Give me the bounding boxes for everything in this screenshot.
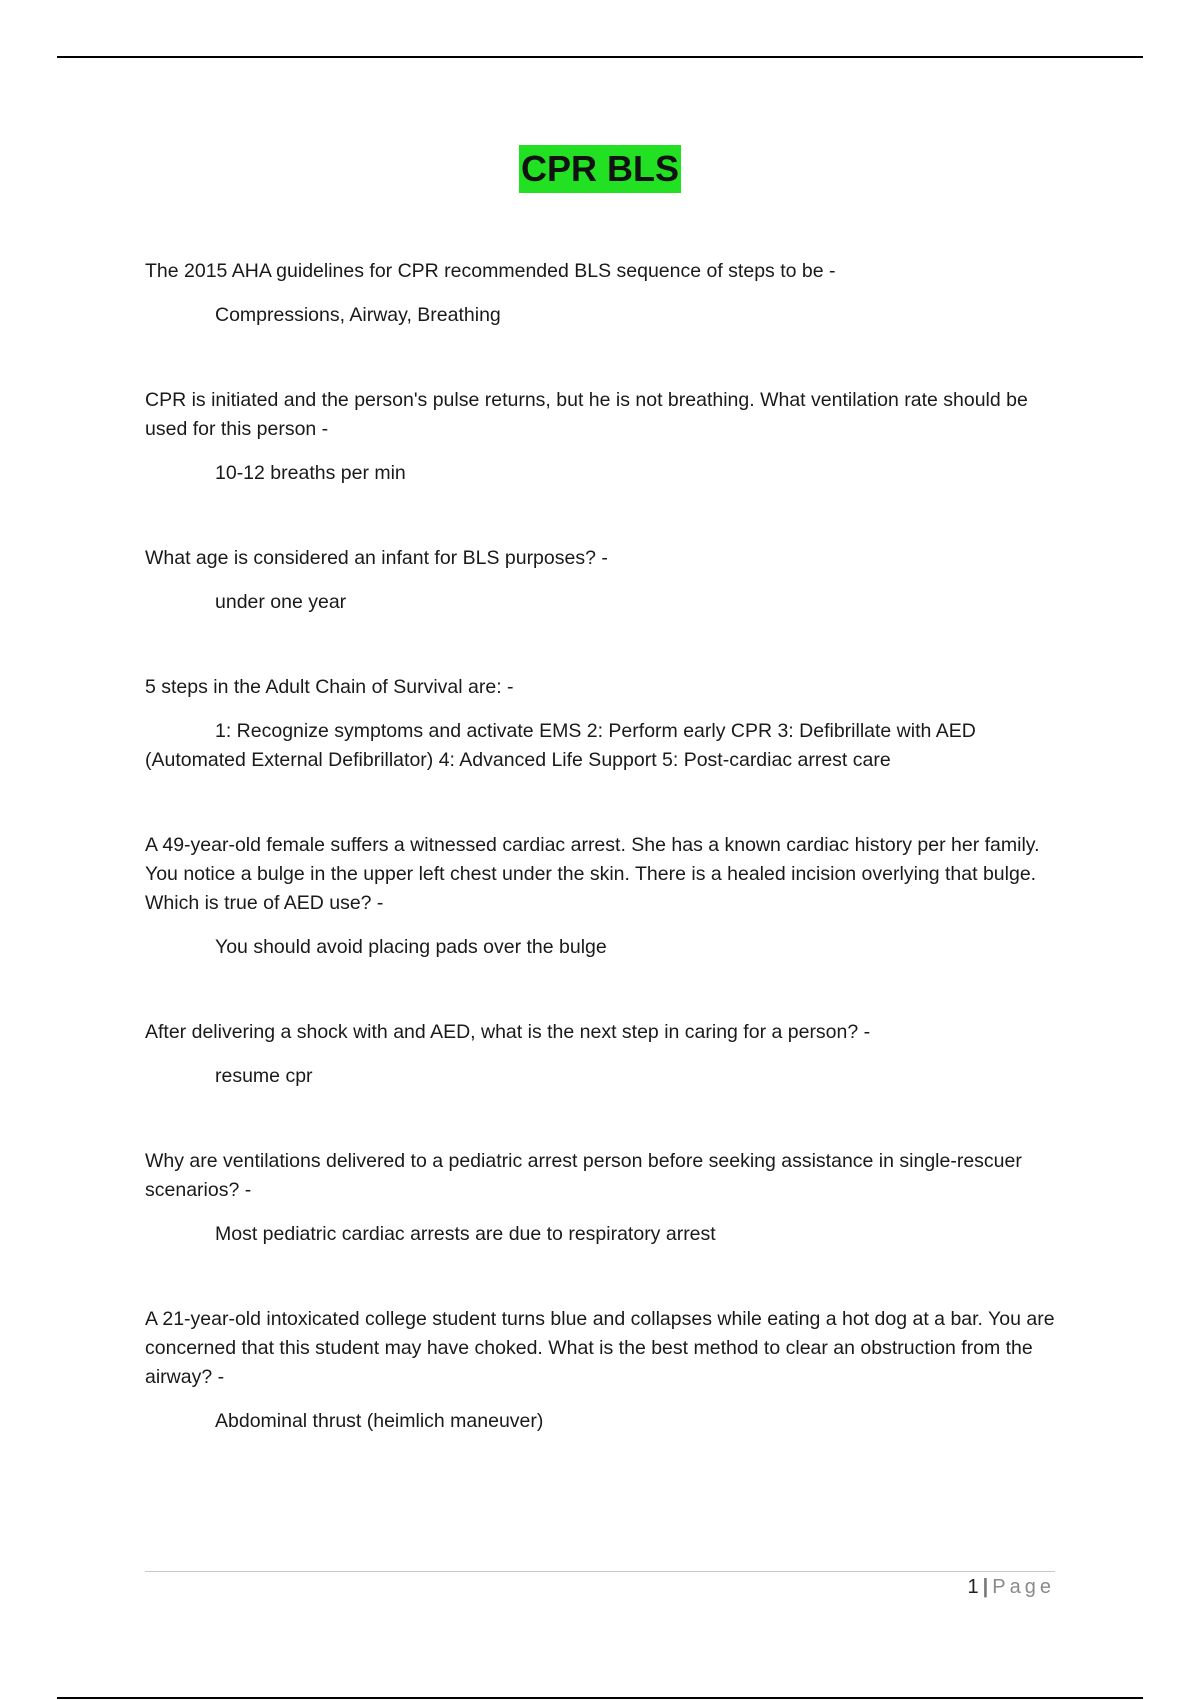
question-text: CPR is initiated and the person's pulse returns, but he is not breathing. What ventilation rate should be used for this person - (145, 389, 1028, 440)
footer-rule (145, 1571, 1055, 1572)
question-text: 5 steps in the Adult Chain of Survival are: - (145, 676, 514, 698)
document-title: CPR BLS (519, 145, 681, 193)
qa-list (145, 257, 1055, 1436)
qa-item (145, 1018, 1055, 1091)
question-text: Why are ventilations delivered to a pediatric arrest person before seeking assistance in single-rescuer scenarios? - (145, 1150, 1022, 1201)
page-footer (968, 1576, 1055, 1599)
answer-text: Abdominal thrust (heimlich maneuver) (215, 1410, 544, 1432)
bottom-rule (57, 1697, 1143, 1699)
qa-item (145, 1147, 1055, 1249)
answer-text: You should avoid placing pads over the bulge (215, 936, 607, 958)
qa-item (145, 831, 1055, 962)
title-container (0, 145, 1200, 193)
qa-item (145, 257, 1055, 330)
answer-text: 10-12 breaths per min (215, 462, 406, 484)
answer-text: under one year (215, 591, 347, 613)
answer-text: resume cpr (215, 1065, 313, 1087)
qa-item (145, 386, 1055, 488)
footer-separator: | (982, 1576, 989, 1598)
page-number: 1 (967, 1576, 979, 1598)
qa-item (145, 544, 1055, 617)
question-text: What age is considered an infant for BLS purposes? - (145, 547, 608, 569)
qa-item (145, 1305, 1055, 1436)
question-text: A 49-year-old female suffers a witnessed cardiac arrest. She has a known cardiac history per her family. You notice a bulge in the upper left chest under the skin. There is a healed incision overlying that bulge. Which is true of AED use? - (145, 834, 1040, 914)
answer-text: 1: Recognize symptoms and activate EMS 2: Perform early CPR 3: Defibrillate with AED (Automated External Defibrillator) 4: Advanced Life Support 5: Post-cardiac arrest care (145, 720, 976, 771)
question-text: A 21-year-old intoxicated college student turns blue and collapses while eating a hot dog at a bar. You are concerned that this student may have choked. What is the best method to clear an obstruction from the airway? - (145, 1308, 1055, 1388)
answer-text: Most pediatric cardiac arrests are due to respiratory arrest (215, 1223, 716, 1245)
header-rule (57, 56, 1143, 58)
qa-item (145, 673, 1055, 775)
page-label: Page (992, 1576, 1055, 1598)
question-text: After delivering a shock with and AED, what is the next step in caring for a person? - (145, 1021, 871, 1043)
question-text: The 2015 AHA guidelines for CPR recommended BLS sequence of steps to be - (145, 260, 836, 282)
answer-text: Compressions, Airway, Breathing (215, 304, 501, 326)
